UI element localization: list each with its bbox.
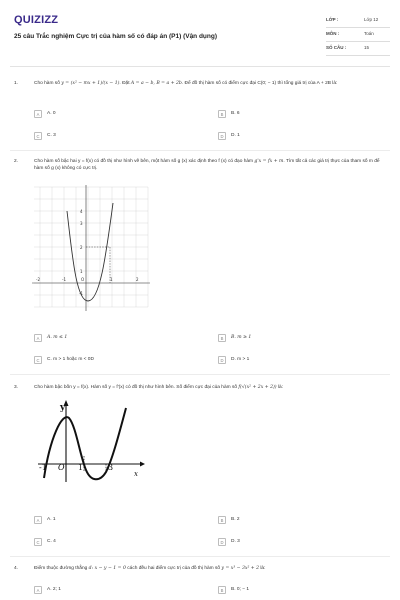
option-label: C. m > 1 hoặc m < 0D <box>47 357 94 362</box>
question-text <box>34 158 386 172</box>
option-letter-box: D <box>218 538 226 546</box>
option-label: C. 4 <box>47 539 56 544</box>
option-letter-box: A <box>34 516 42 524</box>
x-tick-label: -1 <box>39 463 47 472</box>
option-letter-box: B <box>218 586 226 594</box>
question-text-part: Cho hàm số <box>34 81 62 86</box>
quizizz-logo: QUIZIZZ <box>14 14 59 26</box>
option-letter-box: A <box>34 334 42 342</box>
y-tick-label: 3 <box>80 221 83 226</box>
meta-subject-value: Toán <box>364 31 374 36</box>
option-label: D. 1 <box>231 133 240 138</box>
question-text <box>34 80 386 87</box>
question-text-part: Cho hàm số bậc hai y = f(x) có đồ thị như hình vẽ bên, một hàm số g (x) xác định theo f (x) có đạo hàm <box>34 159 255 164</box>
y-tick-label: 2 <box>80 245 83 250</box>
question-number: 3. <box>14 385 19 390</box>
option-label: D. m > 1 <box>231 357 250 362</box>
option-label: D. 3 <box>231 539 240 544</box>
option-letter-box: D <box>218 356 226 364</box>
meta-subject-key: MÔN : <box>326 31 340 36</box>
meta-class-key: LỚP : <box>326 17 339 22</box>
option-label: A. m ≤ 1 <box>47 335 68 340</box>
option-letter-box: C <box>34 356 42 364</box>
x-axis-label: x <box>134 470 138 478</box>
question-text-part: là: <box>259 566 266 571</box>
meta-divider <box>326 55 390 56</box>
question-divider <box>10 150 390 151</box>
option-label: A. 0 <box>47 111 56 116</box>
math-expression: A = a − b, B = a + 2b <box>130 81 182 86</box>
meta-divider <box>326 27 390 28</box>
parabola-curve <box>67 203 113 301</box>
x-tick-label: -1 <box>62 277 66 282</box>
question-text <box>34 565 386 572</box>
math-expression: f(√(x² + 2x + 2)) <box>238 385 277 390</box>
option-label: B. 2 <box>231 517 240 522</box>
option-label: A. 1 <box>47 517 56 522</box>
option-label: B. 0; − 1 <box>231 587 250 592</box>
option-label: C. 3 <box>47 133 56 138</box>
option-label: B. 6 <box>231 111 240 116</box>
meta-divider <box>326 41 390 42</box>
math-expression: d: x − y − 1 = 0 <box>88 566 126 571</box>
option-label: A. 2; 1 <box>47 587 61 592</box>
x-tick-label: O <box>58 463 65 472</box>
option-letter-box: A <box>34 586 42 594</box>
x-tick-label: -2 <box>36 277 40 282</box>
y-tick-label: 4 <box>80 209 83 214</box>
question-number: 2. <box>14 159 19 164</box>
math-expression: y = x³ − 3x² + 2 <box>221 566 260 571</box>
option-letter-box: C <box>34 132 42 140</box>
question-text <box>34 384 386 391</box>
question-number: 1. <box>14 81 19 86</box>
question-text-part: cách đều hai điểm cực trị của đồ thị hàm số <box>125 566 222 571</box>
option-letter-box: B <box>218 516 226 524</box>
y-axis-label: y <box>60 403 66 413</box>
x-tick-label: O <box>81 277 85 282</box>
worksheet-header <box>0 0 400 64</box>
question-divider <box>10 556 390 557</box>
option-letter-box: A <box>34 110 42 118</box>
option-letter-box: C <box>34 538 42 546</box>
meta-class-value: Lớp 12 <box>364 17 379 22</box>
question-text-part: . Để đồ thị hàm số có điểm cực đại C(0; − 1) thì tổng giá trị của A + 2B là: <box>181 81 338 86</box>
graph-grid <box>34 187 148 307</box>
meta-count-key: SỐ CÂU : <box>326 45 347 50</box>
x-tick-label: 1 <box>78 463 84 472</box>
worksheet-title: 25 câu Trắc nghiệm Cực trị của hàm số có đáp án (P1) (Vận dụng) <box>14 33 218 40</box>
question-number: 4. <box>14 566 19 571</box>
y-tick-label: 1 <box>80 269 83 274</box>
question-text-part: . Tìm tất cả các giá trị thực của tham số m để hàm số g (x) không có cực trị. <box>34 159 380 171</box>
header-divider <box>10 66 390 67</box>
option-letter-box: B <box>218 334 226 342</box>
derivative-curve <box>44 408 126 479</box>
math-expression: y = (x² − mx + 1)/(x − 1) <box>61 81 120 86</box>
derivative-graph <box>36 398 146 484</box>
x-tick-label: 3 <box>108 463 114 472</box>
y-tick-label: -1 <box>79 291 83 296</box>
question-text-part: Điểm thuộc đường thẳng <box>34 566 89 571</box>
option-letter-box: D <box>218 132 226 140</box>
x-tick-label: 2 <box>136 277 139 282</box>
math-expression: g'x = fx + m <box>254 159 284 164</box>
question-divider <box>10 374 390 375</box>
question-text-part: . Đặt <box>119 81 131 86</box>
option-label: B. m ≥ 1 <box>231 335 252 340</box>
question-text-part: là: <box>276 385 283 390</box>
x-axis-arrow <box>140 462 145 467</box>
parabola-graph <box>30 183 152 313</box>
option-letter-box: B <box>218 110 226 118</box>
x-tick-label: 1 <box>110 277 113 282</box>
meta-count-value: 15 <box>364 45 370 50</box>
question-text-part: Cho hàm bậc bốn y = f(x). Hàm số y = f'(x) có đồ thị như hình bên. Số điểm cực đại của hàm số <box>34 385 239 390</box>
